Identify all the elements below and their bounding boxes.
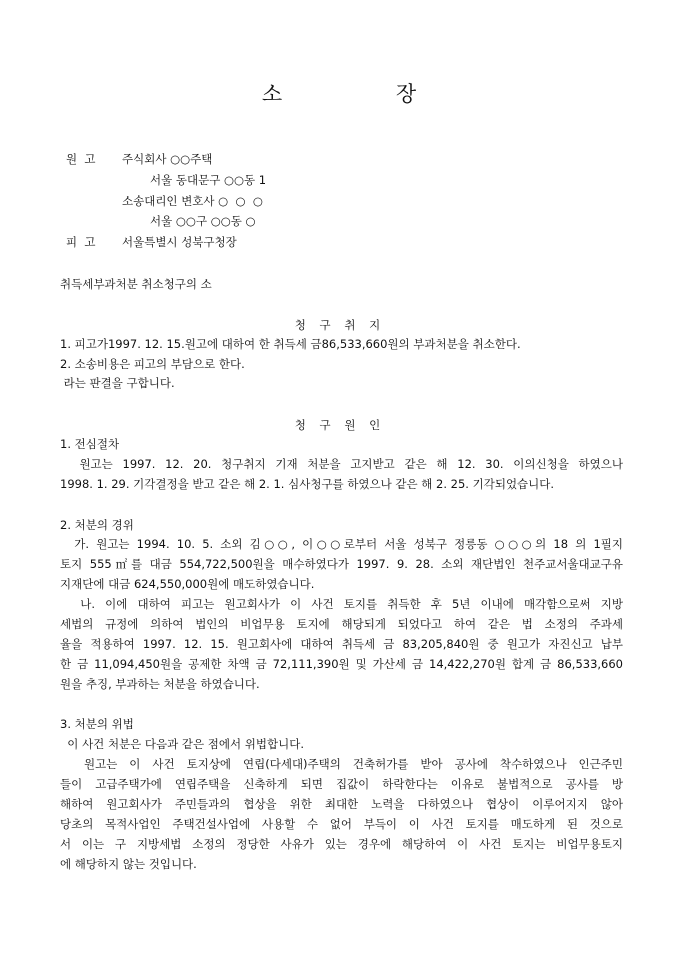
case-name: 취득세부과처분 취소청구의 소 <box>60 277 212 291</box>
section-3-line: 에 해당하지 않는 것입니다. <box>60 857 197 871</box>
section-3-line: 서 이는 구 지방세법 소정의 정당한 사유가 있는 경우에 해당하여 이 사건 토지는 비업무용토지 <box>60 837 623 851</box>
plaintiff-label: 원 고 <box>66 152 96 166</box>
document-title <box>0 78 680 108</box>
defendant-label: 피 고 <box>66 235 96 249</box>
section-2-line: 나. 이에 대하여 피고는 원고회사가 이 사건 토지를 취득한 후 5년 이내에 매각함으로써 지방 <box>60 597 623 611</box>
claim-heading: 청 구 취 지 <box>294 318 386 332</box>
cause-heading: 청 구 원 인 <box>294 418 386 432</box>
section-2-line: 토지 555㎡를 대금 554,722,500원을 매수하였다가 1997. 9. 28. 소외 재단법인 천주교서울대교구유 <box>60 557 623 571</box>
attorney: 소송대리인 변호사 ○ ○ ○ <box>122 194 263 208</box>
defendant-name: 서울특별시 성북구청장 <box>122 235 237 249</box>
attorney-address: 서울 ○○구 ○○동 ○ <box>150 214 256 228</box>
section-2-line: 세법의 규정에 의하여 법인의 비업무용 토지에 해당되게 되었다고 하여 같은 법 소정의 주과세 <box>60 617 623 631</box>
section-3-line: 들이 고급주택가에 연립주택을 신축하게 되면 집값이 하락한다는 이유로 불법적으로 공사를 방 <box>60 777 623 791</box>
section-3-line: 해하여 원고회사가 주민들과의 협상을 위한 최대한 노력을 다하였으나 협상이 이루어지지 않아 <box>60 797 623 811</box>
section-1-line: 원고는 1997. 12. 20. 청구취지 기재 처분을 고지받고 같은 해 12. 30. 이의신청을 하였으나 <box>60 457 623 471</box>
section-2-heading: 2. 처분의 경위 <box>60 518 134 532</box>
section-2-line: 가. 원고는 1994. 10. 5. 소외 김○○, 이○○로부터 서울 성북구 정릉동 ○○○의 18 의 1필지 <box>60 537 623 551</box>
section-1-heading: 1. 전심절차 <box>60 437 120 451</box>
section-2-line: 원을 추징, 부과하는 처분을 하였습니다. <box>60 677 260 691</box>
plaintiff-address: 서울 동대문구 ○○동 1 <box>150 173 267 187</box>
plaintiff-name: 주식회사 ○○주택 <box>122 152 213 166</box>
title-char-2: 장 <box>395 82 419 106</box>
claim-line-3: 라는 판결을 구합니다. <box>60 376 175 390</box>
section-3-line: 이 사건 처분은 다음과 같은 점에서 위법합니다. <box>60 737 304 751</box>
section-3-heading: 3. 처분의 위법 <box>60 717 134 731</box>
claim-line-1: 1. 피고가1997. 12. 15.원고에 대하여 한 취득세 금86,533,660원의 부과처분을 취소한다. <box>60 337 521 351</box>
title-char-1: 소 <box>261 82 285 106</box>
section-3-line: 원고는 이 사건 토지상에 연립(다세대)주택의 건축허가를 받아 공사에 착수하였으나 인근주민 <box>60 757 623 771</box>
claim-line-2: 2. 소송비용은 피고의 부담으로 한다. <box>60 357 245 371</box>
section-3-line: 당초의 목적사업인 주택건설사업에 사용할 수 없어 부득이 이 사건 토지를 매도하게 된 것으로 <box>60 817 623 831</box>
section-2-line: 율을 적용하여 1997. 12. 15. 원고회사에 대하여 취득세 금 83,205,840원 중 원고가 자진신고 납부 <box>60 637 623 651</box>
section-2-line: 한 금 11,094,450원을 공제한 차액 금 72,111,390원 및 가산세 금 14,422,270원 합계 금 86,533,660 <box>60 657 623 671</box>
section-2-line: 지재단에 대금 624,550,000원에 매도하였습니다. <box>60 577 315 591</box>
section-1-line: 1998. 1. 29. 기각결정을 받고 같은 해 2. 1. 심사청구를 하였으나 같은 해 2. 25. 기각되었습니다. <box>60 477 555 491</box>
